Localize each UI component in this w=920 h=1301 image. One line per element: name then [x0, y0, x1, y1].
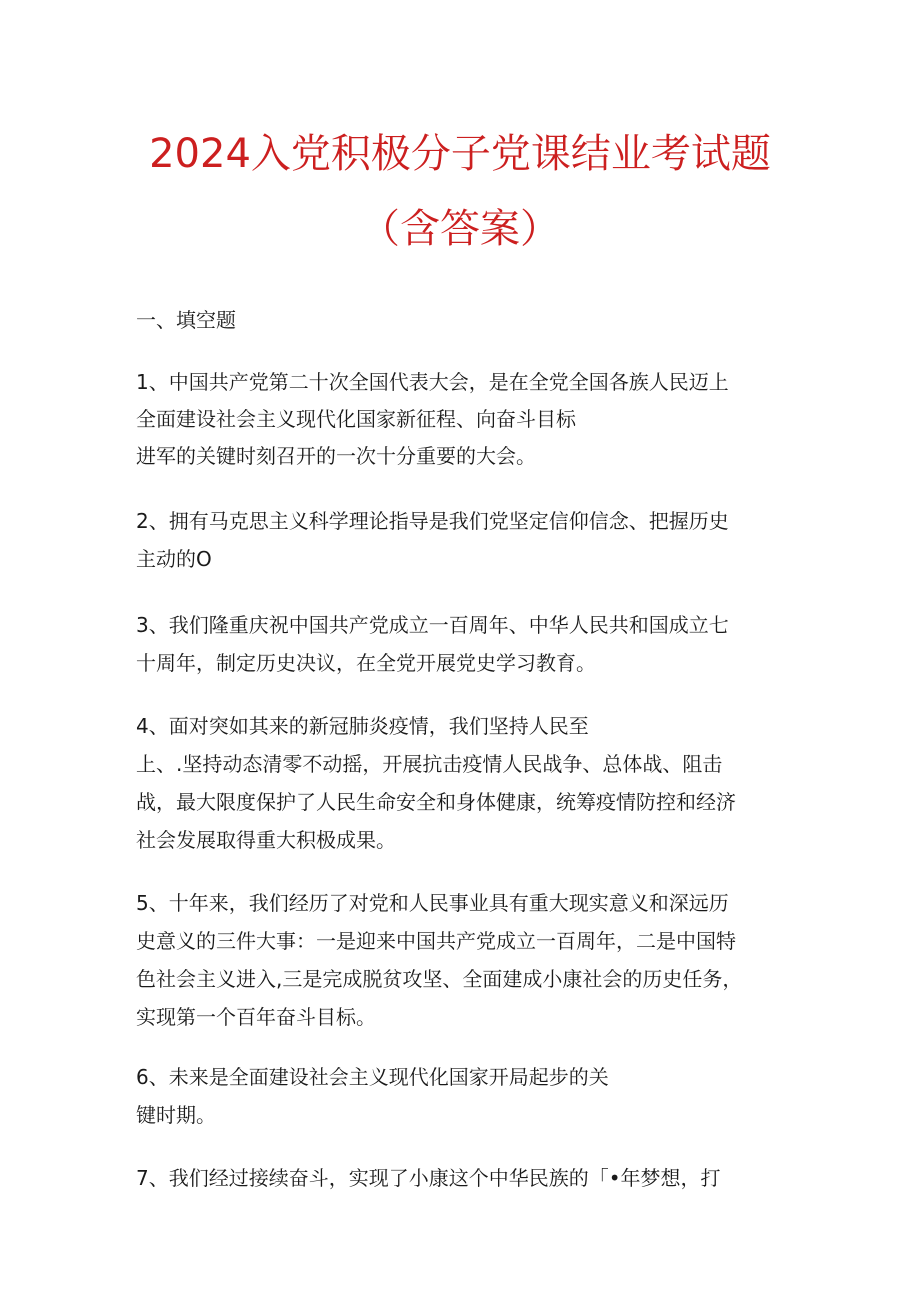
question-line: 全面建设社会主义现代化国家新征程、向奋斗目标: [136, 407, 576, 431]
question-line: 上、.坚持动态清零不动摇，开展抗击疫情人民战争、总体战、阻击: [136, 752, 723, 776]
question-line: 6、未来是全面建设社会主义现代化国家开局起步的关: [136, 1065, 609, 1089]
question-line: 2、拥有马克思主义科学理论指导是我们党坚定信仰信念、把握历史: [136, 509, 729, 533]
question-line: 主动的O: [136, 547, 212, 571]
section-heading: 一、填空题: [136, 308, 236, 332]
document-title: 2024入党积极分子党课结业考试题: [149, 131, 771, 177]
question-line: 7、我们经过接续奋斗，实现了小康这个中华民族的「•年梦想，打: [136, 1166, 721, 1190]
question-line: 3、我们隆重庆祝中国共产党成立一百周年、中华人民共和国成立七: [136, 613, 729, 637]
question-line: 键时期。: [136, 1103, 216, 1127]
question-line: 进军的关键时刻召开的一次十分重要的大会。: [136, 444, 536, 468]
question-line: 十周年，制定历史决议，在全党开展党史学习教育。: [136, 651, 596, 675]
question-line: 实现第一个百年奋斗目标。: [136, 1005, 376, 1029]
document-subtitle: （含答案）: [360, 206, 560, 252]
question-line: 4、面对突如其来的新冠肺炎疫情，我们坚持人民至: [136, 714, 589, 738]
question-line: 色社会主义进入,三是完成脱贫攻坚、全面建成小康社会的历史任务，: [136, 967, 743, 991]
question-line: 5、十年来，我们经历了对党和人民事业具有重大现实意义和深远历: [136, 891, 729, 915]
question-line: 1、中国共产党第二十次全国代表大会，是在全党全国各族人民迈上: [136, 370, 729, 394]
question-line: 史意义的三件大事：一是迎来中国共产党成立一百周年，二是中国特: [136, 929, 736, 953]
question-line: 战，最大限度保护了人民生命安全和身体健康，统筹疫情防控和经济: [136, 790, 736, 814]
question-line: 社会发展取得重大积极成果。: [136, 828, 396, 852]
